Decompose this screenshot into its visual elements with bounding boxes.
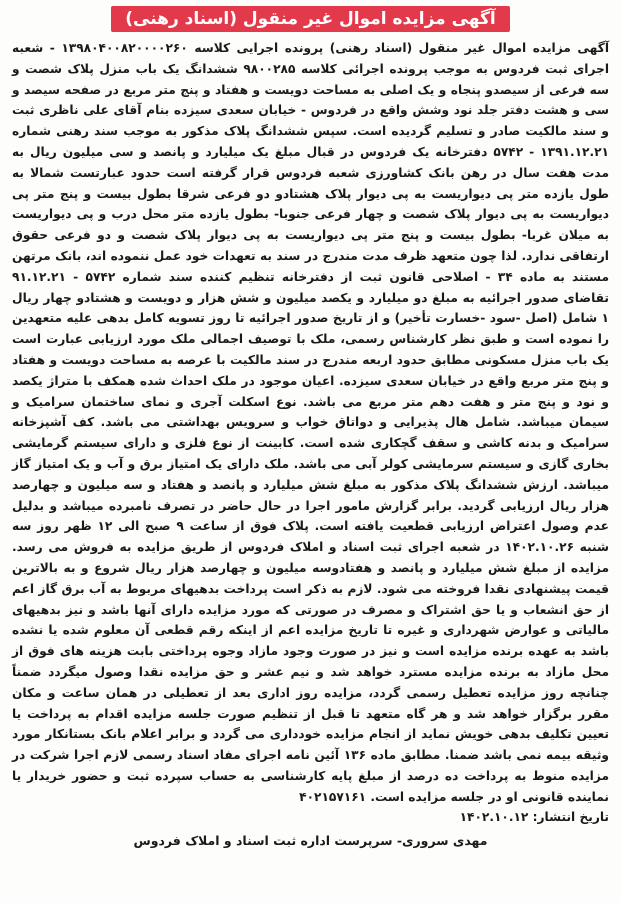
signature: مهدی سروری- سرپرست اداره ثبت اسناد و املاک فردوس bbox=[133, 833, 488, 849]
title-banner bbox=[12, 6, 609, 36]
notice-body: آگهی مزایده اموال غیر منقول (اسناد رهنی) پرونده اجرایی کلاسه ۱۳۹۸۰۴۰۰۸۲۰۰۰۰۲۶۰ - شعبه اجرای ثبت فردوس به موجب پرونده اجرائی کلاسه ۹۸۰۰۲۸۵ ششدانگ یک باب منزل پلاک شصت و سه فرعی از سیصدو پنجاه و یک اصلی به مساحت دویست و هفتاد و پنج متر مربع در صفحه سیصد و سی و هشت دفتر جلد نود وشش واقع در فردوس - خیابان سعدی سیزده بنام آقای علی ناظری ثبت و سند مالکیت صادر و تسلیم گردیده است. سپس ششدانگ پلاک مذکور به موجب سند رهنی شماره ۱۳۹۱.۱۲.۲۱ - ۵۷۴۲ دفترخانه یک فردوس در قبال مبلغ یک میلیارد و پانصد و سی میلیون ریال به مدت هفت سال در رهن بانک کشاورزی شعبه فردوس قرار گرفته است حدود عبارتست شمالا به طول یازده متر پی دیواریست به پی دیوار پلاک هشتادو دو فرعی شرقا بطول بیست و پنج متر پی دیواریست به پی دیوار پلاک شصت و چهار فرعی جنوبا- بطول یازده متر محل درب و پی دیواریست به میلان غربا- بطول بیست و پنج متر پی دیواریست به پی دیوار پلاک شصت و دو فرعی حقوق ارتفاقی ندارد. لذا چون متعهد ظرف مدت مندرج در سند به تعهدات خود عمل ننموده اند، بانک مرتهن مستند به ماده ۳۴ - اصلاحی قانون ثبت از دفترخانه تنظیم کننده سند شماره ۵۷۴۲ - ۹۱.۱۲.۲۱ تقاضای صدور اجرائیه به مبلغ دو میلیارد و یکصد میلیون و شش هزار و دویست و هشتادو چهار ریال ۱ شامل (اصل -سود -خسارت تأخیر) و از تاریخ صدور اجرائیه تا روز تسویه کامل بدهی علیه متعهدین را نموده است و طبق نظر کارشناس رسمی، ملک با توصیف اجمالی ملک مورد ارزیابی عبارت است یک باب منزل مسکونی مطابق حدود اربعه مندرج در سند مالکیت با عرصه به مساحت دویست و هفتاد و پنج متر مربع واقع در خیابان سعدی سیزده. اعیان موجود در ملک احداث شده همکف با متراژ یکصد و نود و پنج متر و هفت دهم متر مربع می باشد. نوع اسکلت آجری و نمای ساختمان سرامیک و سیمان میباشد. شامل هال پذیرایی و دواتاق خواب و سرویس بهداشتی می باشد. کف آشپزخانه سرامیک و بدنه کاشی و سقف گچکاری شده است. کابینت از نوع فلزی و دارای سیستم گرمایشی بخاری گازی و سیستم سرمایشی کولر آبی می باشد. ملک دارای یک امتیاز برق و آب و یک امتیاز گاز میباشد. ارزش ششدانگ پلاک مذکور به مبلغ شش میلیارد و پانصد و هفتاد و سه میلیون و چهارصد هزار ریال ارزیابی گردید. برابر گزارش مامور اجرا در حال حاضر در تصرف نامبرده میباشد و بدلیل عدم وصول اعتراض ارزیابی قطعیت یافته است. پلاک فوق از ساعت ۹ صبح الی ۱۲ ظهر روز سه شنبه ۱۴۰۲.۱۰.۲۶ در شعبه اجرای ثبت اسناد و املاک فردوس از طریق مزایده به فروش می رسد. مزایده از مبلغ شش میلیارد و پانصد و هفتادوسه میلیون و چهارصد هزار ریال شروع و به بالاترین قیمت پیشنهادی نقدا فروخته می شود. لازم به ذکر است پرداخت بدهیهای مربوط به آب برق گاز اعم از حق انشعاب و یا حق اشتراک و مصرف در صورتی که مورد مزایده دارای آنها باشد و نیز بدهیهای مالیاتی و عوارض شهرداری و غیره تا تاریخ مزایده اعم از اینکه رقم قطعی آن معلوم شده یا نشده باشد به عهده برنده مزایده است و نیز در صورت وجود مازاد وجوه پرداختی بابت هزینه های فوق از محل مازاد به برنده مزایده مسترد خواهد شد و نیم عشر و حق مزایده نقدا وصول میگردد ضمناً چنانچه روز مزایده تعطیل رسمی گردد، مزایده روز اداری بعد از تعطیلی در همان ساعت و مکان مقرر برگزار خواهد شد و هر گاه متعهد تا قبل از تنظیم صورت جلسه مزایده اقدام به پرداخت یا تعیین تکلیف بدهی خویش نماید از انجام مزایده خودداری می گردد و برابر اعلام بانک بستانکار مورد وثیقه بیمه نمی باشد ضمنا. مطابق ماده ۱۳۶ آئین نامه اجرای مفاد اسناد رسمی لازم اجرا شرکت در مزایده منوط به پرداخت ده درصد از مبلغ پایه کارشناسی به حساب سپرده ثبت و حضور خریدار یا نماینده قانونی او در جلسه مزایده است. ۴۰۲۱۵۷۱۶۱ bbox=[12, 41, 609, 804]
notice-title: آگهی مزایده اموال غیر منقول (اسناد رهنی) bbox=[111, 6, 509, 32]
publish-date: تاریخ انتشار: ۱۴۰۲.۱۰.۱۲ bbox=[459, 810, 609, 825]
